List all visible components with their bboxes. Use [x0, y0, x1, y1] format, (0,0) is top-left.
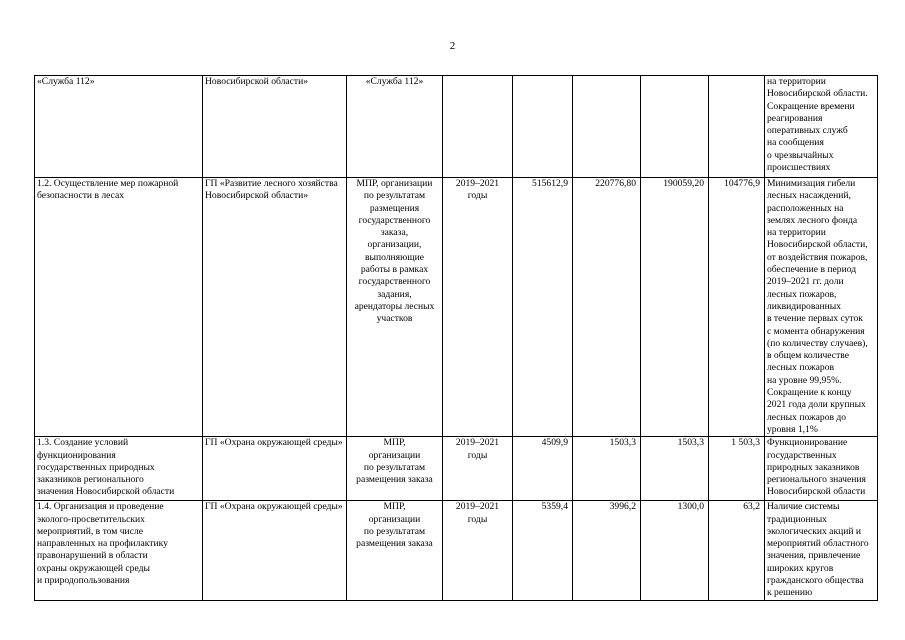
total-cell: 4509,9: [513, 437, 573, 501]
period-cell: 2019–2021 годы: [443, 501, 513, 601]
table-row: [35, 178, 878, 437]
program-cell: ГП «Охрана окружающей среды»: [203, 437, 347, 501]
measure-name-cell: «Служба 112»: [35, 76, 203, 178]
year-2020-cell: 1300,0: [641, 501, 709, 601]
year-2019-cell: 3996,2: [573, 501, 641, 601]
measure-name-cell: 1.2. Осуществление мер пожарной безопасности в лесах: [35, 178, 203, 437]
table-row: [35, 437, 878, 501]
table-row: [35, 76, 878, 178]
result-cell: Минимизация гибели лесных насаждений, расположенных на землях лесного фонда на территории Новосибирской области, от воздействия пожаров, обеспечение в период 2019–2021 гг. доли лесных пожаров, ликвидированных в течение первых суток с момента обнаружения (по количеству случаев), в общем количестве лесных пожаров на уровне 99,95%. Сокращение к концу 2021 года доли крупных лесных пожаров до уровня 1,1%: [765, 178, 878, 437]
year-2020-cell: 190059,20: [641, 178, 709, 437]
year-2021-cell: [709, 76, 765, 178]
year-2019-cell: 220776,80: [573, 178, 641, 437]
period-cell: [443, 76, 513, 178]
year-2019-cell: [573, 76, 641, 178]
year-2021-cell: 1 503,3: [709, 437, 765, 501]
page-number: 2: [449, 40, 456, 52]
year-2019-cell: 1503,3: [573, 437, 641, 501]
period-cell: 2019–2021 годы: [443, 178, 513, 437]
measures-table: [34, 75, 878, 601]
table-row: [35, 501, 878, 601]
executor-cell: МПР, организации по результатам размещения заказа: [347, 437, 443, 501]
total-cell: 5359,4: [513, 501, 573, 601]
executor-cell: «Служба 112»: [347, 76, 443, 178]
result-cell: на территории Новосибирской области. Сокращение времени реагирования оперативных служб на сообщения о чрезвычайных происшествиях: [765, 76, 878, 178]
program-cell: ГП «Охрана окружающей среды»: [203, 501, 347, 601]
executor-cell: МПР, организации по результатам размещения заказа: [347, 501, 443, 601]
program-cell: ГП «Развитие лесного хозяйства Новосибирской области»: [203, 178, 347, 437]
year-2020-cell: 1503,3: [641, 437, 709, 501]
year-2021-cell: 104776,9: [709, 178, 765, 437]
executor-cell: МПР, организации по результатам размещения государственного заказа, организации, выполняющие работы в рамках государственного задания, арендаторы лесных участков: [347, 178, 443, 437]
program-cell: Новосибирской области»: [203, 76, 347, 178]
result-cell: Функционирование государственных природных заказников регионального значения Новосибирской области: [765, 437, 878, 501]
result-cell: Наличие системы традиционных экологических акций и мероприятий областного значения, привлечение широких кругов гражданского общества к решению: [765, 501, 878, 601]
year-2020-cell: [641, 76, 709, 178]
total-cell: [513, 76, 573, 178]
total-cell: 515612,9: [513, 178, 573, 437]
measure-name-cell: 1.3. Создание условий функционирования государственных природных заказников регионального значения Новосибирской области: [35, 437, 203, 501]
measure-name-cell: 1.4. Организация и проведение эколого-просветительских мероприятий, в том числе направленных на профилактику правонарушений в области охраны окружающей среды и природопользования: [35, 501, 203, 601]
period-cell: 2019–2021 годы: [443, 437, 513, 501]
year-2021-cell: 63,2: [709, 501, 765, 601]
